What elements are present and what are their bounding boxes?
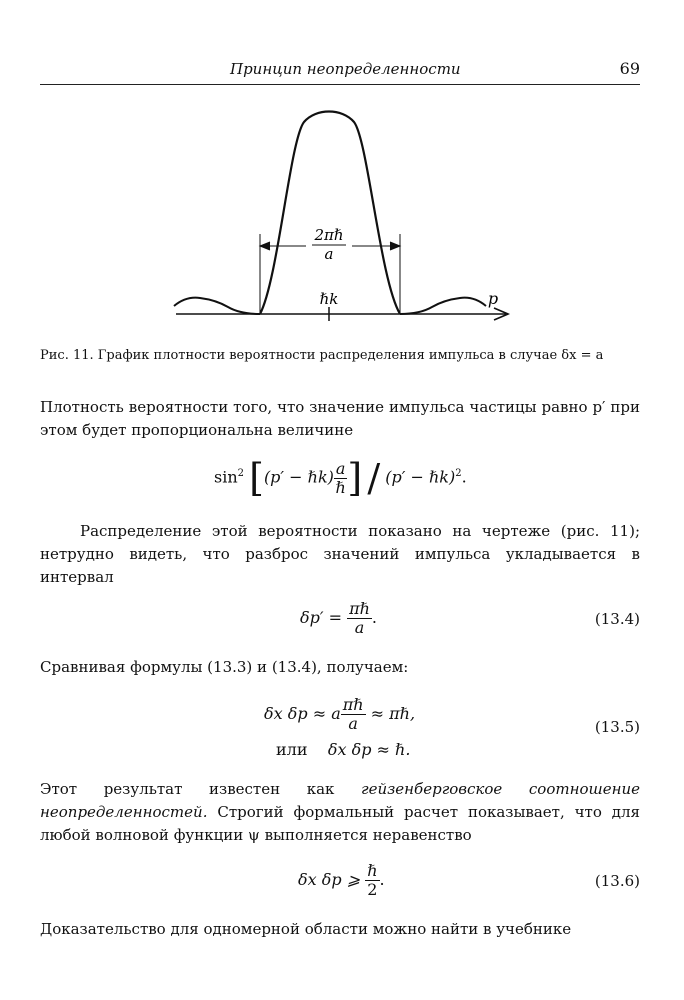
- figure-caption: Рис. 11. График плотности вероятности распределения импульса в случае δx = a: [40, 348, 604, 363]
- equation-number-13-6: (13.6): [594, 872, 640, 890]
- figure-11: [160, 100, 520, 330]
- equation-number-13-4: (13.4): [594, 610, 640, 628]
- running-header-title: Принцип неопределенности: [230, 60, 461, 78]
- main-peak-curve: [260, 112, 400, 315]
- equation-13-4: δp′ = $\frac{\text{πℏ}}{a}$ .: [300, 599, 378, 637]
- paragraph-5: Доказательство для одномерной области можно найти в учебнике: [40, 920, 572, 938]
- left-outer-lobe: [174, 298, 260, 314]
- center-label: ℏk: [319, 290, 339, 308]
- formula-sin-squared: $\sin^2 [(p'$ − ℏk) $\frac{a}{\text{ℏ}}$ ] / (p′ − ℏk)$^2$.: [214, 456, 467, 500]
- header-rule: [40, 84, 640, 85]
- heisenberg-term: гейзенберговское соотношение неопределенностей.: [40, 780, 640, 821]
- paragraph-4: Этот результат известен как гейзенберговское соотношение неопределенностей. Строгий формальный расчет показывает, что для любой волновой функции ψ выполняется неравенство: [40, 780, 640, 844]
- right-outer-lobe: [400, 298, 486, 314]
- equation-13-6: δx δp ⩾ $\frac{\text{ℏ}}{2}$ .: [298, 861, 385, 899]
- width-label-numerator: 2πℏ: [314, 226, 344, 244]
- equation-number-13-5: (13.5): [594, 718, 640, 736]
- width-arrow-right-head: [390, 242, 400, 250]
- width-label-denominator: a: [324, 245, 334, 263]
- width-arrow-left-head: [260, 242, 270, 250]
- paragraph-3: Сравнивая формулы (13.3) и (13.4), получаем:: [40, 658, 409, 676]
- paragraph-2: Распределение этой вероятности показано на чертеже (рис. 11); нетрудно видеть, что разброс значений импульса укладывается в интервал: [40, 522, 640, 586]
- axis-label-p: p: [487, 289, 499, 308]
- equation-13-5-line-1: δx δp ≈ a $\frac{\text{πℏ}}{a}$ ≈ πℏ,: [264, 695, 416, 733]
- page-number: 69: [619, 59, 640, 78]
- equation-13-5-line-2: или δx δp ≈ ℏ.: [276, 740, 411, 759]
- paragraph-1: Плотность вероятности того, что значение импульса частицы равно p′ при этом будет пропорциональна величине: [40, 398, 640, 439]
- momentum-distribution-plot: [160, 100, 520, 330]
